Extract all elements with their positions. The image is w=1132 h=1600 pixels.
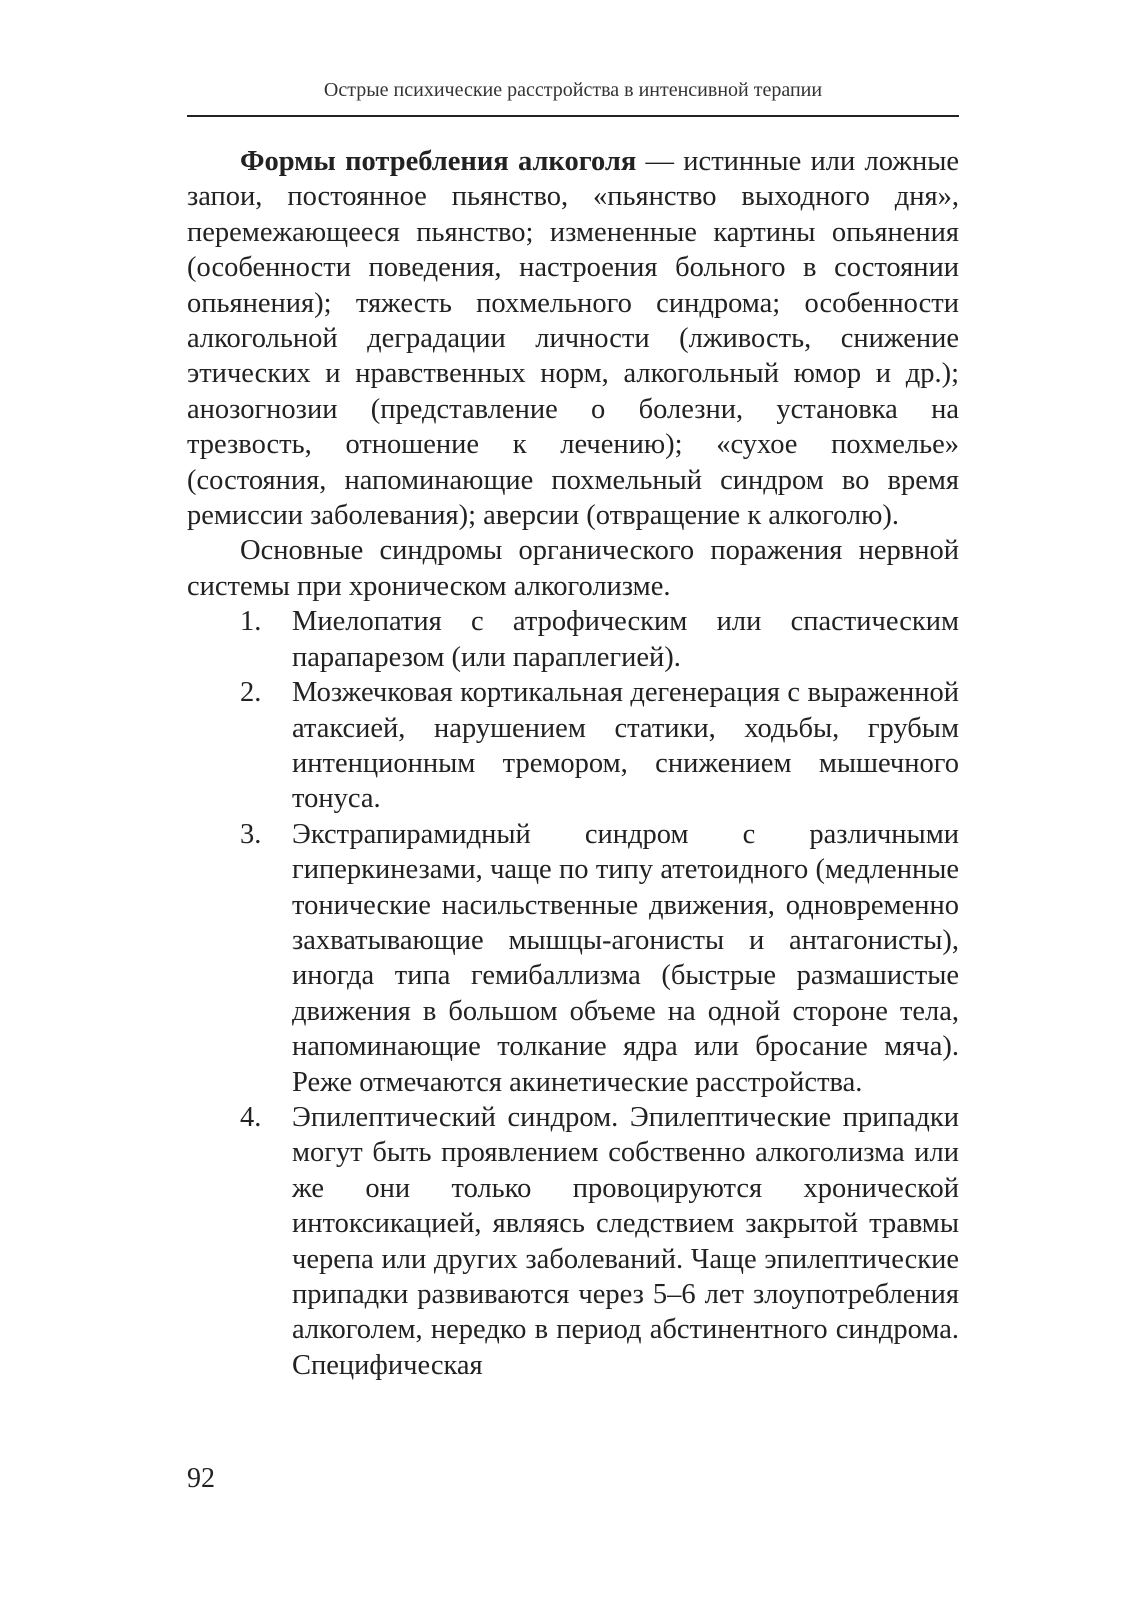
list-item (187, 817, 959, 1100)
list-item-number: 4. (240, 1101, 262, 1133)
list-item-text: Мозжечковая кортикальная дегенерация с выраженной атаксией, нарушением статики, ходьбы, грубым интенционным тремором, снижением мышечного тонуса. (292, 677, 959, 815)
running-head: Острые психические расстройства в интенсивной терапии (323, 79, 823, 101)
list-item-number: 2. (240, 677, 262, 709)
list-item (187, 604, 959, 675)
page-body (187, 144, 959, 1383)
list-item-number: 1. (240, 606, 262, 638)
list-item-number: 3. (240, 818, 262, 850)
term-alcohol-consumption-forms: Формы потребления алкоголя (240, 146, 637, 177)
header-rule (187, 115, 959, 117)
syndromes-list (187, 604, 959, 1383)
paragraph-main-syndromes: Основные синдромы органического поражения нервной системы при хроническом алкоголизме. (187, 535, 959, 602)
list-item (187, 675, 959, 817)
paragraph-alcohol-consumption-forms (187, 144, 959, 533)
list-item-text: Экстрапирамидный синдром с различными гиперкинезами, чаще по типу атетоидного (медленные тонические насильственные движения, одновременно захватывающие мышцы-агонисты и антагонисты), иногда типа гемибаллизма (быстрые размашистые движения в большом объеме на одной стороне тела, напоминающие толкание ядра или бросание мяча). Реже отмечаются акинетические расстройства. (292, 818, 959, 1098)
list-item-text: Миелопатия с атрофическим или спастическим парапарезом (или параплегией). (292, 606, 959, 673)
list-item (187, 1100, 959, 1383)
list-item-text: Эпилептический синдром. Эпилептические припадки могут быть проявлением собственно алкоголизма или же они только провоцируются хронической интоксикацией, являясь следствием закрытой травмы черепа или других заболеваний. Чаще эпилептические припадки развиваются через 5–6 лет злоупотребления алкоголем, нередко в период абстинентного синдрома. Специфическая (292, 1101, 959, 1381)
paragraph-1-text: — истинные или ложные запои, постоянное пьянство, «пьянство выходного дня», перемежающееся пьянство; измененные картины опьянения (особенности поведения, настроения больного в состоянии опьянения); тяжесть похмельного синдрома; особенности алкогольной деградации личности (лживость, снижение этических и нравственных норм, алкогольный юмор и др.); анозогнозии (представление о болезни, установка на трезвость, отношение к лечению); «сухое похмелье» (состояния, напоминающие похмельный синдром во время ремиссии заболевания); аверсии (отвращение к алкоголю). (187, 146, 959, 532)
page-number: 92 (187, 1463, 215, 1494)
